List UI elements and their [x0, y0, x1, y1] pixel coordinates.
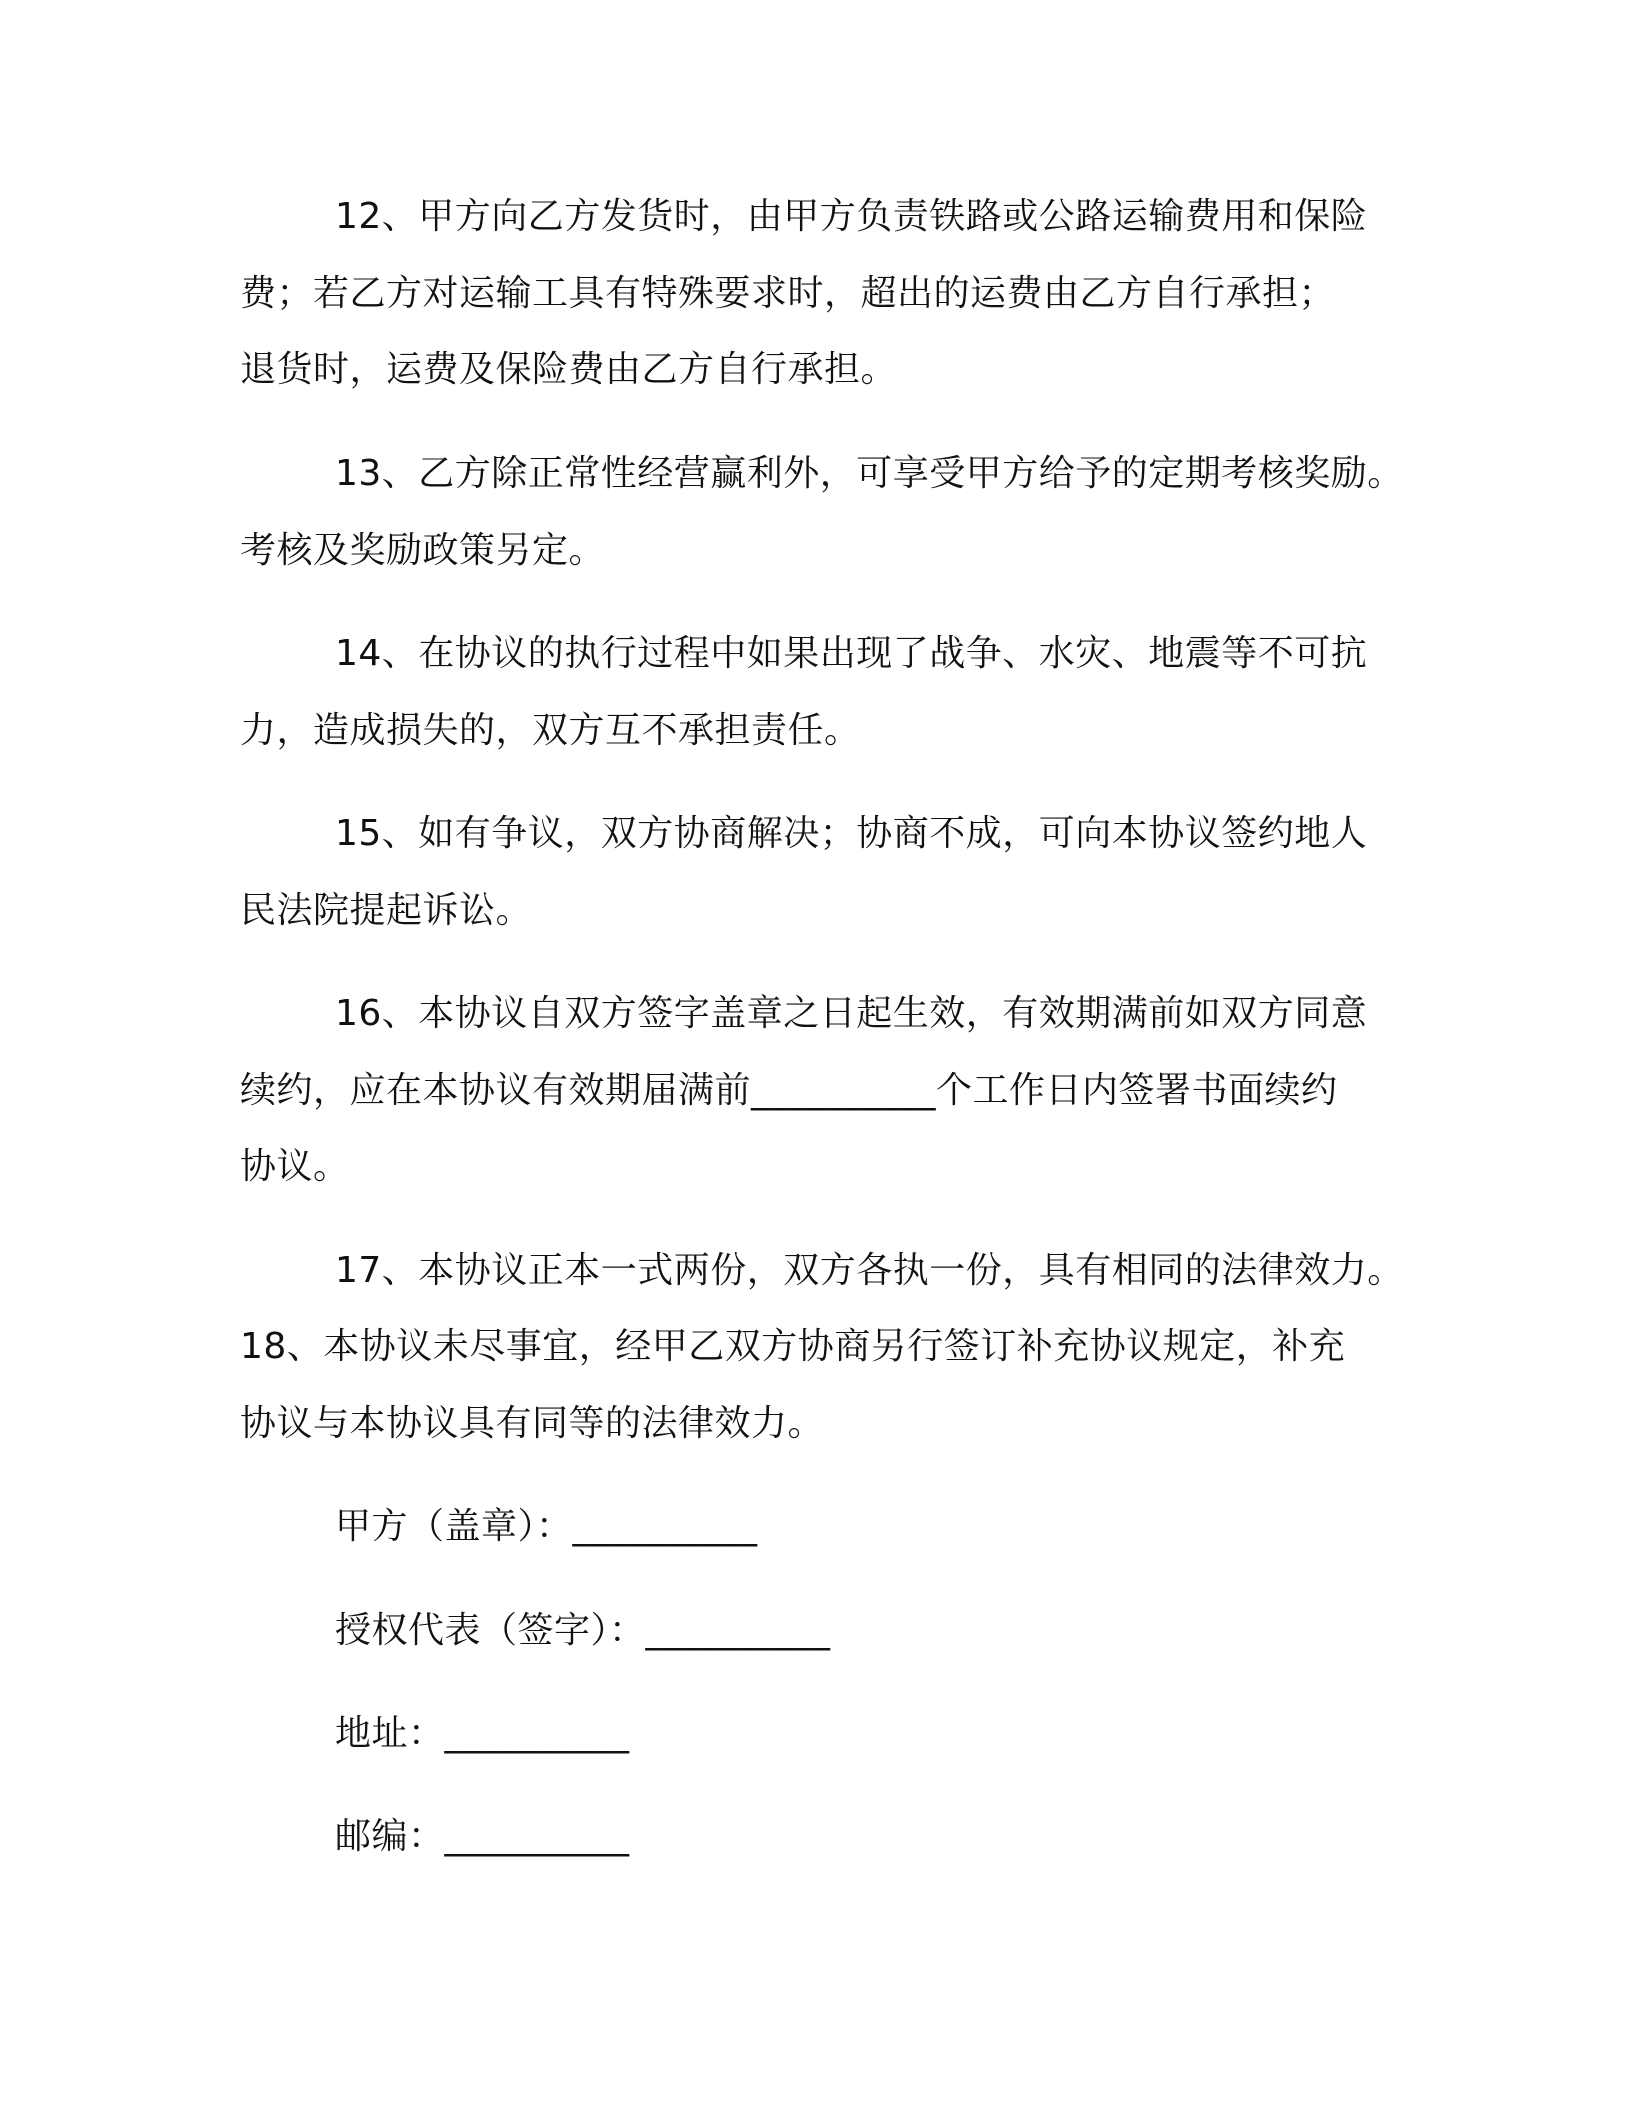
postcode-field: 邮编：__________: [335, 1816, 630, 1857]
party-a-seal-field: 甲方（盖章）：__________: [335, 1506, 758, 1547]
clause-14-line-2: 力，造成损失的，双方互不承担责任。: [240, 710, 861, 751]
clause-18-line-2: 协议与本协议具有同等的法律效力。: [240, 1403, 825, 1444]
clause-13-line-2: 考核及奖励政策另定。: [240, 530, 606, 571]
clause-18-line-1: 18、本协议未尽事宜，经甲乙双方协商另行签订补充协议规定，补充: [240, 1326, 1346, 1367]
representative-signature-field: 授权代表（签字）：__________: [335, 1610, 831, 1651]
clause-12-line-3: 退货时，运费及保险费由乙方自行承担。: [240, 349, 898, 390]
clause-12-line-2: 费；若乙方对运输工具有特殊要求时，超出的运费由乙方自行承担；: [240, 273, 1336, 314]
clause-12-line-1: 12、甲方向乙方发货时，由甲方负责铁路或公路运输费用和保险: [335, 196, 1368, 237]
clause-16-line-1: 16、本协议自双方签字盖章之日起生效，有效期满前如双方同意: [335, 993, 1368, 1034]
address-field: 地址：__________: [335, 1713, 630, 1754]
clause-15-line-1: 15、如有争议，双方协商解决；协商不成，可向本协议签约地人: [335, 813, 1368, 854]
clause-16-line-2: 续约，应在本协议有效期届满前__________个工作日内签署书面续约: [240, 1070, 1338, 1111]
clause-15-line-2: 民法院提起诉讼。: [240, 890, 533, 931]
clause-17-line-1: 17、本协议正本一式两份，双方各执一份，具有相同的法律效力。: [335, 1250, 1404, 1291]
clause-16-line-3: 协议。: [240, 1146, 350, 1187]
clause-14-line-1: 14、在协议的执行过程中如果出现了战争、水灾、地震等不可抗: [335, 633, 1368, 674]
clause-13-line-1: 13、乙方除正常性经营赢利外，可享受甲方给予的定期考核奖励。: [335, 453, 1404, 494]
